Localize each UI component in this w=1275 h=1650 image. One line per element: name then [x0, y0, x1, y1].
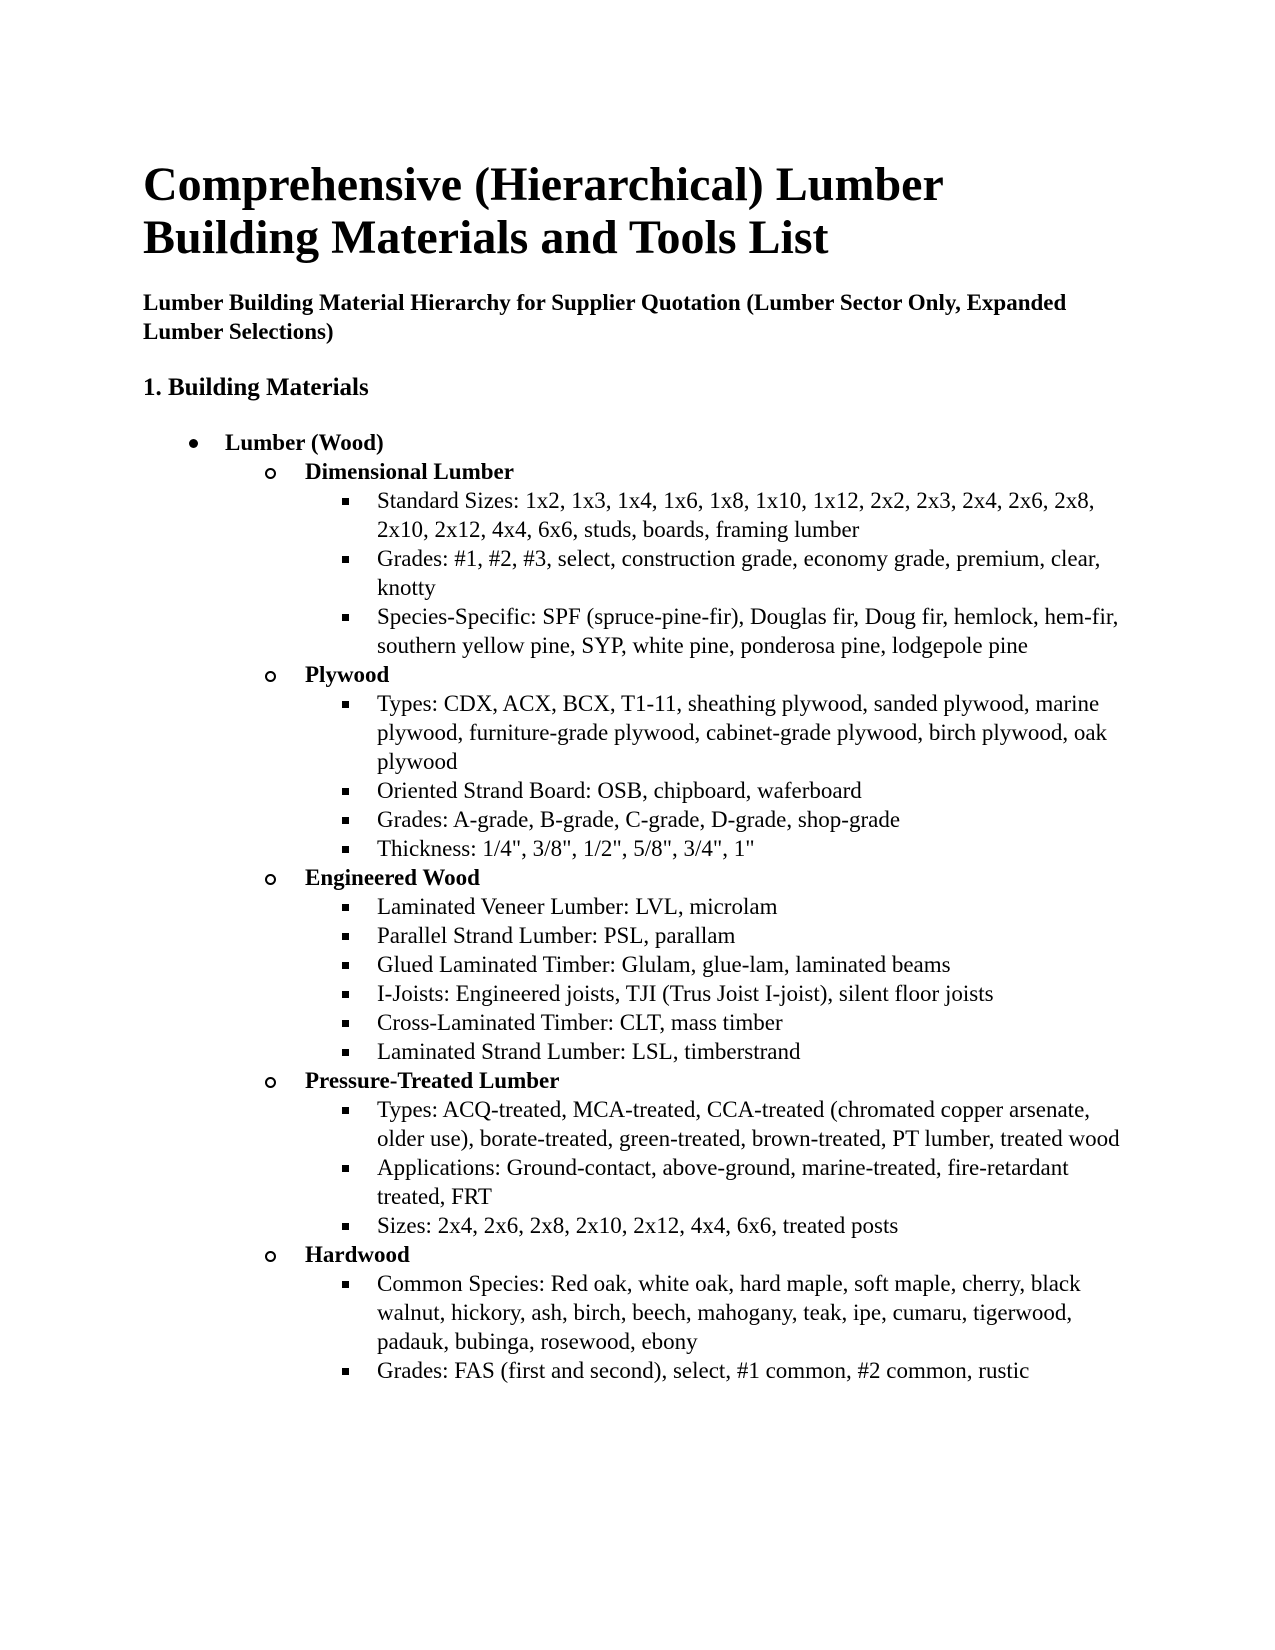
circle-bullet-icon: [265, 468, 276, 479]
list-item-i-joists: [143, 979, 1130, 1008]
circle-bullet-icon: [265, 874, 276, 885]
list-item-text: Types: CDX, ACX, BCX, T1-11, sheathing plywood, sanded plywood, marine plywood, furniture-grade plywood, cabinet-grade plywood, birch plywood, oak plywood: [377, 691, 1108, 774]
list-item-text: Types: ACQ-treated, MCA-treated, CCA-treated (chromated copper arsenate, older use), borate-treated, green-treated, brown-treated, PT lumber, treated wood: [377, 1097, 1120, 1151]
square-bullet-icon: [342, 1368, 349, 1375]
list-item-dimensional-lumber: [143, 457, 1130, 486]
list-item-text: Laminated Strand Lumber: LSL, timberstrand: [377, 1039, 801, 1064]
list-item-pt-applications: [143, 1153, 1130, 1211]
square-bullet-icon: [342, 556, 349, 563]
square-bullet-icon: [342, 991, 349, 998]
section-heading-building-materials: 1. Building Materials: [143, 374, 369, 401]
list-item-plywood-thickness: [143, 834, 1130, 863]
list-item-text: Glued Laminated Timber: Glulam, glue-lam, laminated beams: [377, 952, 951, 977]
lumber-hierarchy-list: [143, 428, 1130, 1385]
list-item-lumber-wood: [143, 428, 1130, 457]
list-item-text: Laminated Veneer Lumber: LVL, microlam: [377, 894, 778, 919]
circle-bullet-icon: [265, 1077, 276, 1088]
square-bullet-icon: [342, 701, 349, 708]
list-item-standard-sizes: [143, 486, 1130, 544]
list-item-clt: [143, 1008, 1130, 1037]
square-bullet-icon: [342, 1165, 349, 1172]
list-item-hardwood-grades: [143, 1356, 1130, 1385]
list-item-hardwood: [143, 1240, 1130, 1269]
list-item-lvl: [143, 892, 1130, 921]
list-item-dimensional-grades: [143, 544, 1130, 602]
list-item-engineered-wood: [143, 863, 1130, 892]
category-label: Plywood: [305, 662, 390, 687]
category-label: Pressure-Treated Lumber: [305, 1068, 560, 1093]
list-item-plywood-grades: [143, 805, 1130, 834]
list-item-text: I-Joists: Engineered joists, TJI (Trus Joist I-joist), silent floor joists: [377, 981, 994, 1006]
category-label: Dimensional Lumber: [305, 459, 514, 484]
list-item-pressure-treated-lumber: [143, 1066, 1130, 1095]
list-item-text: Applications: Ground-contact, above-ground, marine-treated, fire-retardant treated, FRT: [377, 1155, 1069, 1209]
square-bullet-icon: [342, 904, 349, 911]
square-bullet-icon: [342, 1107, 349, 1114]
square-bullet-icon: [342, 1020, 349, 1027]
disc-bullet-icon: [189, 439, 198, 448]
square-bullet-icon: [342, 817, 349, 824]
list-item-pt-sizes: [143, 1211, 1130, 1240]
square-bullet-icon: [342, 498, 349, 505]
list-item-plywood-types: [143, 689, 1130, 776]
list-item-text: Grades: FAS (first and second), select, #1 common, #2 common, rustic: [377, 1358, 1030, 1383]
list-item-text: Oriented Strand Board: OSB, chipboard, waferboard: [377, 778, 862, 803]
list-item-text: Parallel Strand Lumber: PSL, parallam: [377, 923, 736, 948]
list-item-label: Lumber (Wood): [225, 430, 384, 455]
list-item-species-specific: [143, 602, 1130, 660]
list-item-glulam: [143, 950, 1130, 979]
category-label: Hardwood: [305, 1242, 410, 1267]
list-item-pt-types: [143, 1095, 1130, 1153]
list-item-plywood: [143, 660, 1130, 689]
list-item-hardwood-species: [143, 1269, 1130, 1356]
circle-bullet-icon: [265, 671, 276, 682]
square-bullet-icon: [342, 846, 349, 853]
list-item-text: Common Species: Red oak, white oak, hard maple, soft maple, cherry, black walnut, hickory, ash, birch, beech, mahogany, teak, ipe, cumaru, tigerwood, padauk, bubinga, rosewood, ebony: [377, 1271, 1081, 1354]
square-bullet-icon: [342, 1281, 349, 1288]
list-item-text: Grades: #1, #2, #3, select, construction grade, economy grade, premium, clear, knotty: [377, 546, 1101, 600]
list-item-psl: [143, 921, 1130, 950]
square-bullet-icon: [342, 962, 349, 969]
document-subtitle: Lumber Building Material Hierarchy for Supplier Quotation (Lumber Sector Only, Expanded Lumber Selections): [143, 290, 1067, 344]
list-item-text: Species-Specific: SPF (spruce-pine-fir), Douglas fir, Doug fir, hemlock, hem-fir, southern yellow pine, SYP, white pine, ponderosa pine, lodgepole pine: [377, 604, 1119, 658]
square-bullet-icon: [342, 1223, 349, 1230]
circle-bullet-icon: [265, 1251, 276, 1262]
list-item-text: Thickness: 1/4", 3/8", 1/2", 5/8", 3/4", 1": [377, 836, 755, 861]
square-bullet-icon: [342, 1049, 349, 1056]
category-label: Engineered Wood: [305, 865, 480, 890]
list-item-osb: [143, 776, 1130, 805]
page-title: Comprehensive (Hierarchical) Lumber Building Materials and Tools List: [143, 158, 943, 264]
list-item-lsl: [143, 1037, 1130, 1066]
list-item-text: Standard Sizes: 1x2, 1x3, 1x4, 1x6, 1x8, 1x10, 1x12, 2x2, 2x3, 2x4, 2x6, 2x8, 2x10, 2x12, 4x4, 6x6, studs, boards, framing lumber: [377, 488, 1095, 542]
list-item-text: Grades: A-grade, B-grade, C-grade, D-grade, shop-grade: [377, 807, 901, 832]
square-bullet-icon: [342, 614, 349, 621]
square-bullet-icon: [342, 788, 349, 795]
list-item-text: Sizes: 2x4, 2x6, 2x8, 2x10, 2x12, 4x4, 6x6, treated posts: [377, 1213, 899, 1238]
list-item-text: Cross-Laminated Timber: CLT, mass timber: [377, 1010, 783, 1035]
square-bullet-icon: [342, 933, 349, 940]
